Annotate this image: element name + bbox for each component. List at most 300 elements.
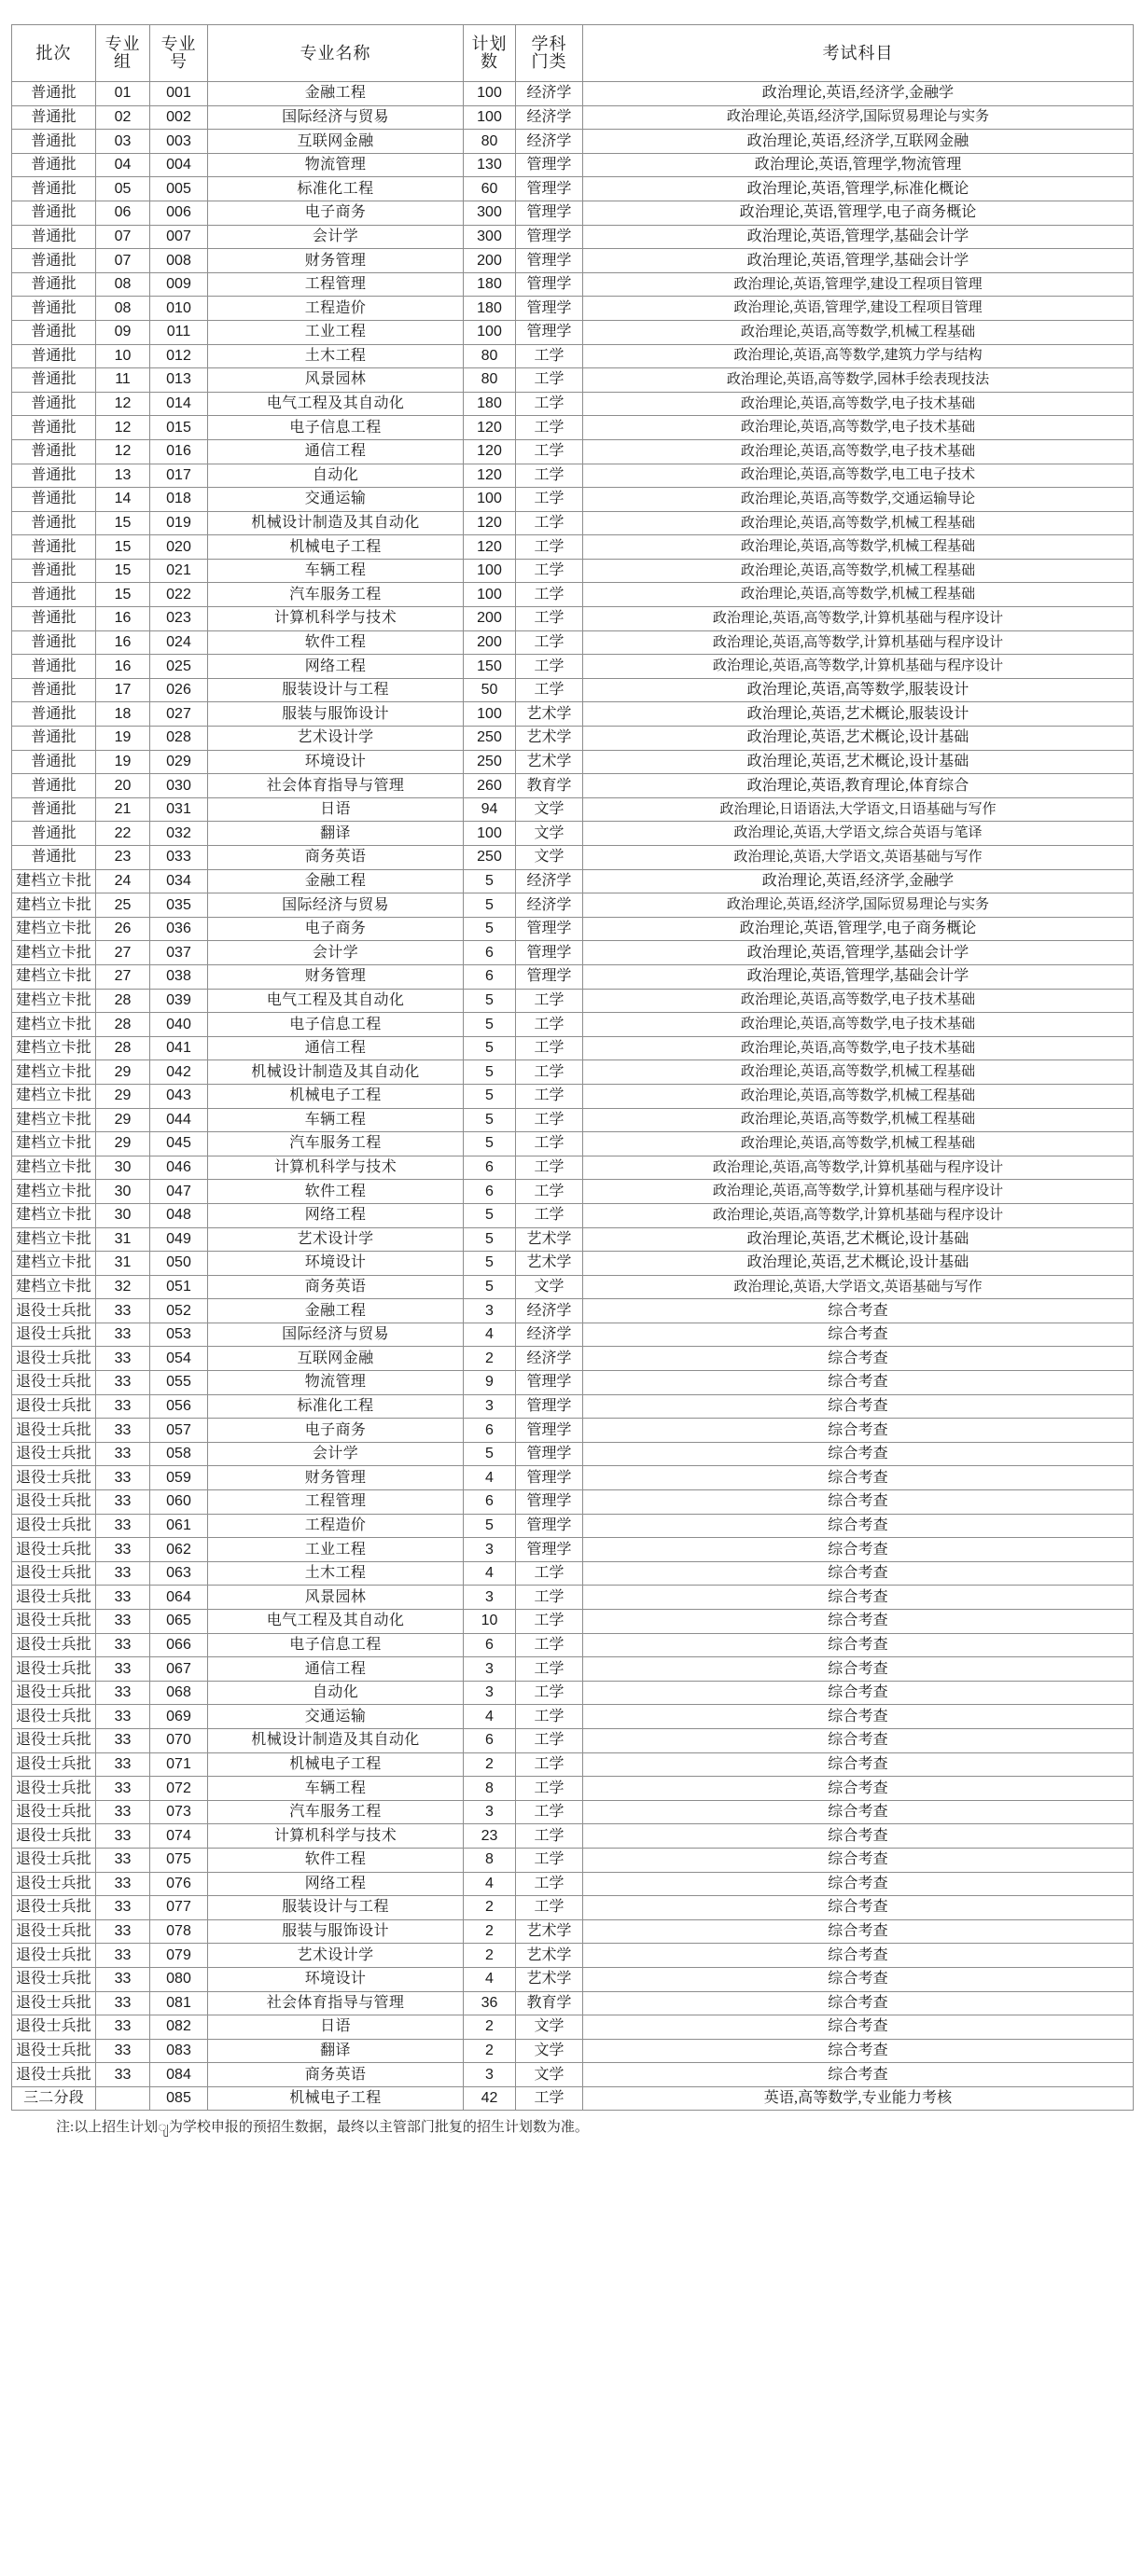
cell-major-group: 30: [96, 1203, 150, 1227]
cell-discipline: 文学: [516, 2063, 583, 2087]
cell-major-name: 汽车服务工程: [208, 1800, 464, 1824]
cell-major-name: 日语: [208, 2015, 464, 2040]
cell-batch: 普通批: [12, 488, 96, 512]
cell-exam-subjects: 政治理论,英语,管理学,基础会计学: [583, 225, 1134, 249]
cell-exam-subjects: 综合考查: [583, 1991, 1134, 2015]
table-body: [12, 82, 1134, 2111]
cell-batch: 普通批: [12, 464, 96, 488]
cell-major-name: 物流管理: [208, 153, 464, 177]
cell-exam-subjects: 政治理论,英语,高等数学,机械工程基础: [583, 559, 1134, 583]
cell-major-group: 10: [96, 344, 150, 368]
table-row: [12, 464, 1134, 488]
cell-major-code: 007: [150, 225, 208, 249]
cell-major-code: 044: [150, 1108, 208, 1132]
cell-major-code: 066: [150, 1633, 208, 1657]
cell-exam-subjects: 综合考查: [583, 1752, 1134, 1777]
cell-batch: 普通批: [12, 511, 96, 535]
table-row: [12, 1872, 1134, 1896]
cell-exam-subjects: 英语,高等数学,专业能力考核: [583, 2086, 1134, 2111]
table-row: [12, 869, 1134, 893]
cell-major-group: 33: [96, 1777, 150, 1801]
cell-major-code: 012: [150, 344, 208, 368]
cell-batch: 普通批: [12, 702, 96, 727]
cell-major-name: 艺术设计学: [208, 727, 464, 751]
cell-plan-count: 50: [464, 678, 516, 702]
column-header-discipline: [516, 25, 583, 82]
table-row: [12, 344, 1134, 368]
cell-major-code: 011: [150, 320, 208, 344]
cell-plan-count: 100: [464, 320, 516, 344]
cell-discipline: 工学: [516, 989, 583, 1013]
cell-major-code: 084: [150, 2063, 208, 2087]
cell-exam-subjects: 政治理论,英语,艺术概论,设计基础: [583, 750, 1134, 774]
cell-major-name: 机械电子工程: [208, 535, 464, 560]
cell-major-code: 003: [150, 130, 208, 154]
cell-batch: 普通批: [12, 105, 96, 130]
cell-plan-count: 5: [464, 1084, 516, 1108]
cell-plan-count: 6: [464, 1180, 516, 1204]
cell-exam-subjects: 政治理论,英语,管理学,物流管理: [583, 153, 1134, 177]
cell-major-code: 031: [150, 797, 208, 822]
cell-discipline: 工学: [516, 630, 583, 655]
table-row: [12, 297, 1134, 321]
cell-batch: 普通批: [12, 272, 96, 297]
cell-major-code: 045: [150, 1132, 208, 1156]
cell-plan-count: 150: [464, 655, 516, 679]
cell-major-group: 28: [96, 989, 150, 1013]
table-row: [12, 583, 1134, 607]
cell-plan-count: 200: [464, 630, 516, 655]
cell-batch: 建档立卡批: [12, 989, 96, 1013]
cell-plan-count: 100: [464, 559, 516, 583]
header-plan-line1: 计划: [471, 35, 508, 54]
cell-major-code: 043: [150, 1084, 208, 1108]
cell-major-name: 车辆工程: [208, 559, 464, 583]
cell-major-group: 33: [96, 1299, 150, 1323]
table-row: [12, 1800, 1134, 1824]
table-row: [12, 630, 1134, 655]
cell-major-group: 33: [96, 1896, 150, 1920]
cell-discipline: 工学: [516, 1203, 583, 1227]
cell-exam-subjects: 政治理论,英语,高等数学,电子技术基础: [583, 392, 1134, 416]
cell-major-group: 16: [96, 655, 150, 679]
cell-major-group: 27: [96, 964, 150, 989]
cell-batch: 普通批: [12, 846, 96, 870]
cell-discipline: 管理学: [516, 201, 583, 225]
cell-batch: 退役士兵批: [12, 1919, 96, 1944]
cell-major-code: 051: [150, 1275, 208, 1299]
cell-major-group: 33: [96, 1442, 150, 1466]
cell-major-code: 022: [150, 583, 208, 607]
table-row: [12, 797, 1134, 822]
table-row: [12, 1227, 1134, 1252]
cell-major-name: 计算机科学与技术: [208, 1824, 464, 1849]
table-row: [12, 1538, 1134, 1562]
cell-batch: 普通批: [12, 727, 96, 751]
cell-exam-subjects: 政治理论,英语,经济学,国际贸易理论与实务: [583, 105, 1134, 130]
cell-discipline: 管理学: [516, 1466, 583, 1490]
cell-major-group: 33: [96, 1394, 150, 1419]
cell-major-name: 金融工程: [208, 1299, 464, 1323]
cell-discipline: 管理学: [516, 1514, 583, 1538]
cell-exam-subjects: 政治理论,英语,经济学,金融学: [583, 82, 1134, 106]
cell-major-name: 财务管理: [208, 964, 464, 989]
cell-exam-subjects: 综合考查: [583, 1848, 1134, 1872]
table-row: [12, 917, 1134, 941]
cell-major-name: 互联网金融: [208, 1347, 464, 1371]
cell-major-group: 29: [96, 1108, 150, 1132]
cell-major-name: 物流管理: [208, 1371, 464, 1395]
cell-discipline: 艺术学: [516, 1944, 583, 1968]
cell-batch: 建档立卡批: [12, 1060, 96, 1085]
cell-major-name: 翻译: [208, 822, 464, 846]
cell-exam-subjects: 综合考查: [583, 1610, 1134, 1634]
cell-major-group: 23: [96, 846, 150, 870]
cell-major-name: 工程管理: [208, 272, 464, 297]
header-code-line1: 专业: [160, 35, 197, 54]
cell-major-code: 042: [150, 1060, 208, 1085]
cell-major-group: 33: [96, 1514, 150, 1538]
cell-major-name: 汽车服务工程: [208, 1132, 464, 1156]
cell-discipline: 工学: [516, 1800, 583, 1824]
cell-plan-count: 5: [464, 893, 516, 918]
table-row: [12, 1824, 1134, 1849]
cell-major-code: 014: [150, 392, 208, 416]
cell-major-code: 002: [150, 105, 208, 130]
cell-major-group: 33: [96, 1991, 150, 2015]
cell-major-code: 063: [150, 1561, 208, 1586]
cell-discipline: 管理学: [516, 1442, 583, 1466]
header-name-text: 专业名称: [300, 43, 371, 62]
table-row: [12, 249, 1134, 273]
table-row: [12, 1466, 1134, 1490]
cell-major-group: 20: [96, 774, 150, 798]
cell-major-code: 085: [150, 2086, 208, 2111]
cell-major-code: 018: [150, 488, 208, 512]
cell-major-group: 33: [96, 1610, 150, 1634]
cell-major-code: 025: [150, 655, 208, 679]
cell-discipline: 工学: [516, 1752, 583, 1777]
header-row: [12, 25, 1134, 82]
cell-major-group: 24: [96, 869, 150, 893]
cell-major-name: 软件工程: [208, 630, 464, 655]
cell-exam-subjects: 综合考查: [583, 1490, 1134, 1515]
cell-major-group: 33: [96, 1657, 150, 1682]
cell-discipline: 工学: [516, 464, 583, 488]
cell-major-code: 050: [150, 1252, 208, 1276]
cell-major-group: 33: [96, 1681, 150, 1705]
cell-exam-subjects: 政治理论,英语,管理学,电子商务概论: [583, 917, 1134, 941]
cell-exam-subjects: 政治理论,英语,高等数学,机械工程基础: [583, 535, 1134, 560]
cell-plan-count: 2: [464, 1752, 516, 1777]
header-code-line2: 号: [170, 52, 188, 71]
cell-major-name: 环境设计: [208, 1967, 464, 1991]
cell-discipline: 管理学: [516, 225, 583, 249]
cell-major-code: 041: [150, 1036, 208, 1060]
cell-major-group: 33: [96, 1538, 150, 1562]
cell-major-code: 023: [150, 607, 208, 631]
cell-major-name: 会计学: [208, 225, 464, 249]
cell-batch: 普通批: [12, 678, 96, 702]
table-row: [12, 1036, 1134, 1060]
table-row: [12, 488, 1134, 512]
table-row: [12, 1060, 1134, 1085]
cell-exam-subjects: 综合考查: [583, 1586, 1134, 1610]
cell-batch: 建档立卡批: [12, 1084, 96, 1108]
cell-exam-subjects: 综合考查: [583, 1419, 1134, 1443]
cell-major-name: 电子商务: [208, 1419, 464, 1443]
cell-discipline: 工学: [516, 1633, 583, 1657]
cell-exam-subjects: 综合考查: [583, 1967, 1134, 1991]
cell-discipline: 工学: [516, 511, 583, 535]
cell-plan-count: 60: [464, 177, 516, 201]
table-row: [12, 1967, 1134, 1991]
table-row: [12, 1156, 1134, 1180]
cell-discipline: 文学: [516, 822, 583, 846]
cell-plan-count: 42: [464, 2086, 516, 2111]
cell-major-name: 艺术设计学: [208, 1944, 464, 1968]
table-row: [12, 105, 1134, 130]
table-footnote: 注:以上招生计划ျ为学校申报的预招生数据，最终以主管部门批复的招生计划数为准。: [56, 2120, 589, 2136]
cell-plan-count: 4: [464, 1872, 516, 1896]
column-header-major-name: [208, 25, 464, 82]
cell-exam-subjects: 政治理论,英语,大学语文,综合英语与笔译: [583, 822, 1134, 846]
cell-major-group: 33: [96, 1371, 150, 1395]
cell-exam-subjects: 政治理论,英语,艺术概论,设计基础: [583, 727, 1134, 751]
cell-major-name: 工业工程: [208, 1538, 464, 1562]
table-row: [12, 1323, 1134, 1347]
table-row: [12, 1705, 1134, 1729]
column-header-major-code: [150, 25, 208, 82]
cell-major-group: 16: [96, 607, 150, 631]
cell-plan-count: 100: [464, 822, 516, 846]
table-row: [12, 368, 1134, 393]
cell-major-name: 电子信息工程: [208, 416, 464, 440]
cell-major-name: 车辆工程: [208, 1108, 464, 1132]
header-batch-text: 批次: [35, 43, 72, 62]
cell-major-group: 06: [96, 201, 150, 225]
cell-exam-subjects: 政治理论,英语,教育理论,体育综合: [583, 774, 1134, 798]
cell-major-name: 会计学: [208, 1442, 464, 1466]
cell-major-name: 通信工程: [208, 1036, 464, 1060]
cell-major-code: 032: [150, 822, 208, 846]
column-header-batch: [12, 25, 96, 82]
cell-batch: 退役士兵批: [12, 1728, 96, 1752]
cell-batch: 建档立卡批: [12, 1036, 96, 1060]
cell-plan-count: 23: [464, 1824, 516, 1849]
cell-discipline: 工学: [516, 1132, 583, 1156]
table-row: [12, 1394, 1134, 1419]
cell-major-name: 服装与服饰设计: [208, 1919, 464, 1944]
table-row: [12, 2015, 1134, 2040]
cell-major-code: 074: [150, 1824, 208, 1849]
cell-major-name: 交通运输: [208, 1705, 464, 1729]
cell-major-name: 电子信息工程: [208, 1633, 464, 1657]
cell-exam-subjects: 综合考查: [583, 1657, 1134, 1682]
cell-plan-count: 120: [464, 535, 516, 560]
cell-plan-count: 3: [464, 1586, 516, 1610]
cell-major-name: 金融工程: [208, 869, 464, 893]
cell-major-group: 33: [96, 1800, 150, 1824]
cell-major-group: 33: [96, 1848, 150, 1872]
cell-major-group: 07: [96, 225, 150, 249]
cell-batch: 普通批: [12, 297, 96, 321]
cell-major-name: 机械设计制造及其自动化: [208, 511, 464, 535]
table-row: [12, 1299, 1134, 1323]
cell-major-code: 029: [150, 750, 208, 774]
cell-major-code: 013: [150, 368, 208, 393]
cell-plan-count: 36: [464, 1991, 516, 2015]
cell-exam-subjects: 综合考查: [583, 1299, 1134, 1323]
cell-exam-subjects: 政治理论,英语,大学语文,英语基础与写作: [583, 846, 1134, 870]
cell-exam-subjects: 综合考查: [583, 1824, 1134, 1849]
cell-major-code: 070: [150, 1728, 208, 1752]
table-row: [12, 130, 1134, 154]
cell-exam-subjects: 政治理论,英语,高等数学,机械工程基础: [583, 1060, 1134, 1085]
cell-exam-subjects: 政治理论,英语,管理学,基础会计学: [583, 964, 1134, 989]
cell-major-name: 自动化: [208, 1681, 464, 1705]
cell-major-name: 土木工程: [208, 1561, 464, 1586]
cell-discipline: 工学: [516, 1156, 583, 1180]
cell-batch: 退役士兵批: [12, 1848, 96, 1872]
cell-major-code: 016: [150, 439, 208, 464]
table-row: [12, 846, 1134, 870]
cell-discipline: 工学: [516, 392, 583, 416]
cell-major-code: 015: [150, 416, 208, 440]
cell-major-code: 060: [150, 1490, 208, 1515]
cell-major-name: 网络工程: [208, 1872, 464, 1896]
cell-major-name: 国际经济与贸易: [208, 1323, 464, 1347]
cell-discipline: 工学: [516, 439, 583, 464]
table-row: [12, 1490, 1134, 1515]
table-row: [12, 1084, 1134, 1108]
table-row: [12, 774, 1134, 798]
cell-exam-subjects: 政治理论,英语,高等数学,机械工程基础: [583, 320, 1134, 344]
table-row: [12, 1275, 1134, 1299]
cell-batch: 退役士兵批: [12, 1371, 96, 1395]
cell-discipline: 工学: [516, 1561, 583, 1586]
cell-discipline: 工学: [516, 607, 583, 631]
cell-batch: 普通批: [12, 201, 96, 225]
cell-discipline: 文学: [516, 846, 583, 870]
cell-major-code: 019: [150, 511, 208, 535]
cell-major-group: 18: [96, 702, 150, 727]
cell-major-code: 028: [150, 727, 208, 751]
cell-major-name: 车辆工程: [208, 1777, 464, 1801]
table-row: [12, 177, 1134, 201]
cell-major-group: 29: [96, 1084, 150, 1108]
cell-batch: 退役士兵批: [12, 1633, 96, 1657]
cell-batch: 退役士兵批: [12, 1657, 96, 1682]
cell-discipline: 经济学: [516, 893, 583, 918]
table-row: [12, 1944, 1134, 1968]
table-row: [12, 1896, 1134, 1920]
cell-batch: 退役士兵批: [12, 1323, 96, 1347]
cell-plan-count: 80: [464, 130, 516, 154]
cell-plan-count: 120: [464, 439, 516, 464]
cell-discipline: 管理学: [516, 272, 583, 297]
cell-discipline: 工学: [516, 416, 583, 440]
table-row: [12, 1347, 1134, 1371]
column-header-plan-count: [464, 25, 516, 82]
table-row: [12, 1610, 1134, 1634]
cell-plan-count: 5: [464, 1132, 516, 1156]
cell-major-code: 067: [150, 1657, 208, 1682]
cell-plan-count: 100: [464, 488, 516, 512]
cell-major-code: 030: [150, 774, 208, 798]
cell-major-code: 005: [150, 177, 208, 201]
cell-exam-subjects: 政治理论,英语,高等数学,电子技术基础: [583, 1013, 1134, 1037]
cell-major-code: 010: [150, 297, 208, 321]
cell-batch: 退役士兵批: [12, 1872, 96, 1896]
cell-exam-subjects: 政治理论,英语,高等数学,机械工程基础: [583, 583, 1134, 607]
cell-major-code: 055: [150, 1371, 208, 1395]
cell-batch: 退役士兵批: [12, 2039, 96, 2063]
cell-batch: 退役士兵批: [12, 1752, 96, 1777]
cell-batch: 普通批: [12, 797, 96, 822]
cell-discipline: 工学: [516, 2086, 583, 2111]
cell-exam-subjects: 政治理论,英语,管理学,建设工程项目管理: [583, 272, 1134, 297]
cell-major-group: [96, 2086, 150, 2111]
cell-plan-count: 5: [464, 869, 516, 893]
cell-discipline: 工学: [516, 1777, 583, 1801]
table-header: [12, 25, 1134, 82]
table-row: [12, 1442, 1134, 1466]
cell-plan-count: 5: [464, 1036, 516, 1060]
cell-major-name: 软件工程: [208, 1180, 464, 1204]
cell-plan-count: 5: [464, 1442, 516, 1466]
cell-major-code: 027: [150, 702, 208, 727]
cell-discipline: 文学: [516, 1275, 583, 1299]
cell-major-name: 环境设计: [208, 750, 464, 774]
cell-major-group: 33: [96, 1466, 150, 1490]
cell-plan-count: 100: [464, 702, 516, 727]
cell-major-name: 互联网金融: [208, 130, 464, 154]
cell-plan-count: 2: [464, 1896, 516, 1920]
cell-discipline: 艺术学: [516, 750, 583, 774]
table-row: [12, 225, 1134, 249]
cell-major-name: 风景园林: [208, 1586, 464, 1610]
cell-exam-subjects: 政治理论,英语,经济学,互联网金融: [583, 130, 1134, 154]
table-row: [12, 1728, 1134, 1752]
cell-discipline: 工学: [516, 1586, 583, 1610]
table-row: [12, 941, 1134, 965]
cell-discipline: 经济学: [516, 105, 583, 130]
header-plan-line2: 数: [481, 52, 498, 71]
cell-plan-count: 300: [464, 201, 516, 225]
cell-exam-subjects: 政治理论,英语,管理学,电子商务概论: [583, 201, 1134, 225]
cell-plan-count: 250: [464, 846, 516, 870]
cell-major-group: 31: [96, 1252, 150, 1276]
cell-major-code: 048: [150, 1203, 208, 1227]
cell-major-code: 079: [150, 1944, 208, 1968]
cell-major-name: 会计学: [208, 941, 464, 965]
cell-major-code: 049: [150, 1227, 208, 1252]
cell-discipline: 艺术学: [516, 1227, 583, 1252]
cell-discipline: 管理学: [516, 1538, 583, 1562]
column-header-major-group: [96, 25, 150, 82]
cell-batch: 建档立卡批: [12, 1108, 96, 1132]
cell-plan-count: 6: [464, 1490, 516, 1515]
cell-discipline: 工学: [516, 655, 583, 679]
cell-major-code: 077: [150, 1896, 208, 1920]
cell-major-name: 商务英语: [208, 2063, 464, 2087]
cell-discipline: 管理学: [516, 297, 583, 321]
cell-major-name: 商务英语: [208, 846, 464, 870]
cell-major-name: 通信工程: [208, 439, 464, 464]
cell-batch: 建档立卡批: [12, 917, 96, 941]
table-row: [12, 655, 1134, 679]
